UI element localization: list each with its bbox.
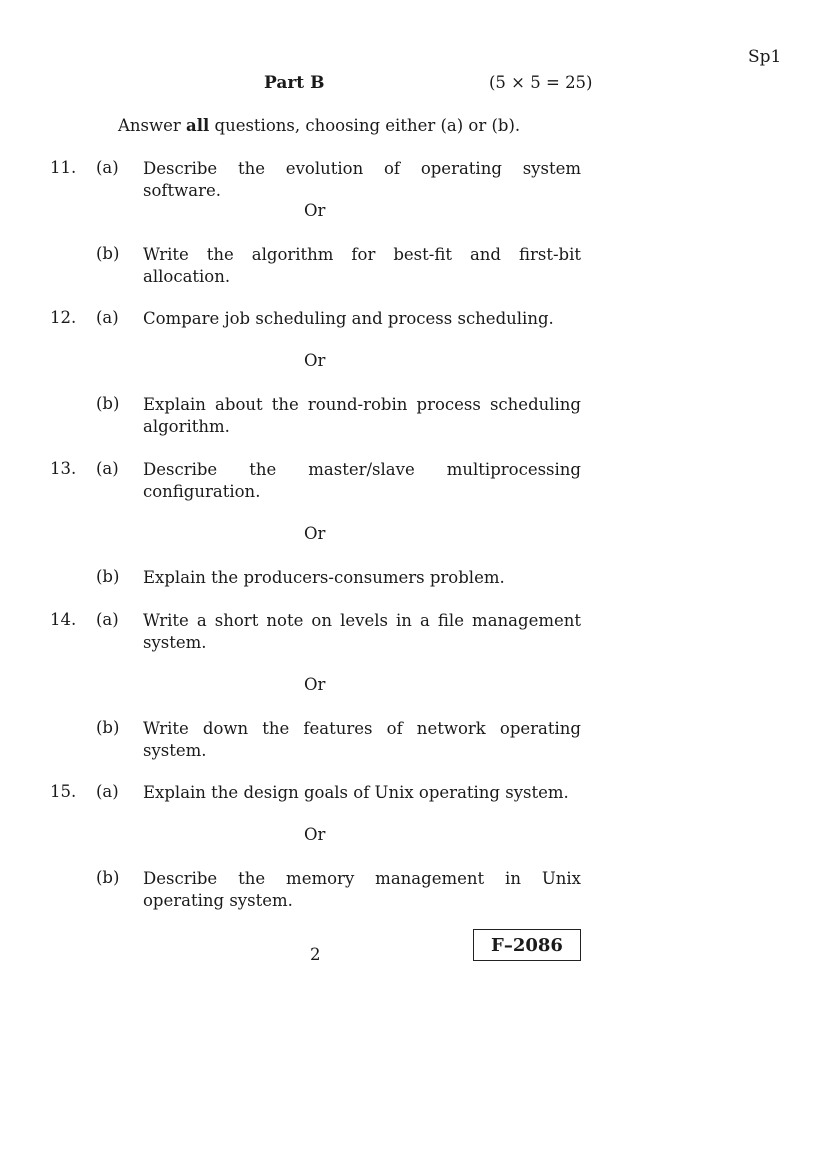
question-text: Write down the features of network operating system. [143, 719, 581, 760]
question-text: Describe the master/slave multiprocessing configuration. [143, 460, 581, 501]
option-label: (a) [96, 610, 119, 629]
option-label: (b) [96, 567, 120, 586]
question-text: Explain about the round-robin process scheduling algorithm. [143, 395, 581, 436]
question-number: 15. [50, 782, 77, 801]
instruction-pre: Answer [118, 116, 187, 135]
marks-allocation: (5 × 5 = 25) [489, 73, 593, 92]
question-number: 13. [50, 459, 77, 478]
paper-code: F–2086 [491, 934, 563, 956]
question-number: 11. [50, 158, 77, 177]
or-separator: Or [304, 524, 326, 543]
option-label: (a) [96, 308, 119, 327]
option-label: (a) [96, 158, 119, 177]
instruction-post: questions, choosing either (a) or (b). [209, 116, 521, 135]
option-label: (a) [96, 459, 119, 478]
question-text: Describe the evolution of operating system software. [143, 159, 581, 200]
part-title: Part B [264, 73, 325, 93]
question-number: 12. [50, 308, 77, 327]
question-text: Explain the producers-consumers problem. [143, 568, 505, 587]
corner-label: Sp1 [748, 47, 782, 67]
or-separator: Or [304, 825, 326, 844]
option-label: (b) [96, 394, 120, 413]
option-label: (a) [96, 782, 119, 801]
page-number: 2 [310, 945, 321, 964]
question-text: Write a short note on levels in a file management system. [143, 611, 581, 652]
option-label: (b) [96, 868, 120, 887]
option-label: (b) [96, 718, 120, 737]
instruction-bold: all [186, 116, 210, 135]
or-separator: Or [304, 675, 326, 694]
or-separator: Or [304, 201, 326, 220]
question-number: 14. [50, 610, 77, 629]
option-label: (b) [96, 244, 120, 263]
question-text: Explain the design goals of Unix operating system. [143, 783, 569, 802]
question-text: Write the algorithm for best-fit and first-bit allocation. [143, 245, 581, 286]
or-separator: Or [304, 351, 326, 370]
question-text: Compare job scheduling and process scheduling. [143, 309, 554, 328]
paper-code-box [473, 929, 581, 961]
question-text: Describe the memory management in Unix operating system. [143, 869, 581, 910]
instructions [118, 116, 520, 135]
